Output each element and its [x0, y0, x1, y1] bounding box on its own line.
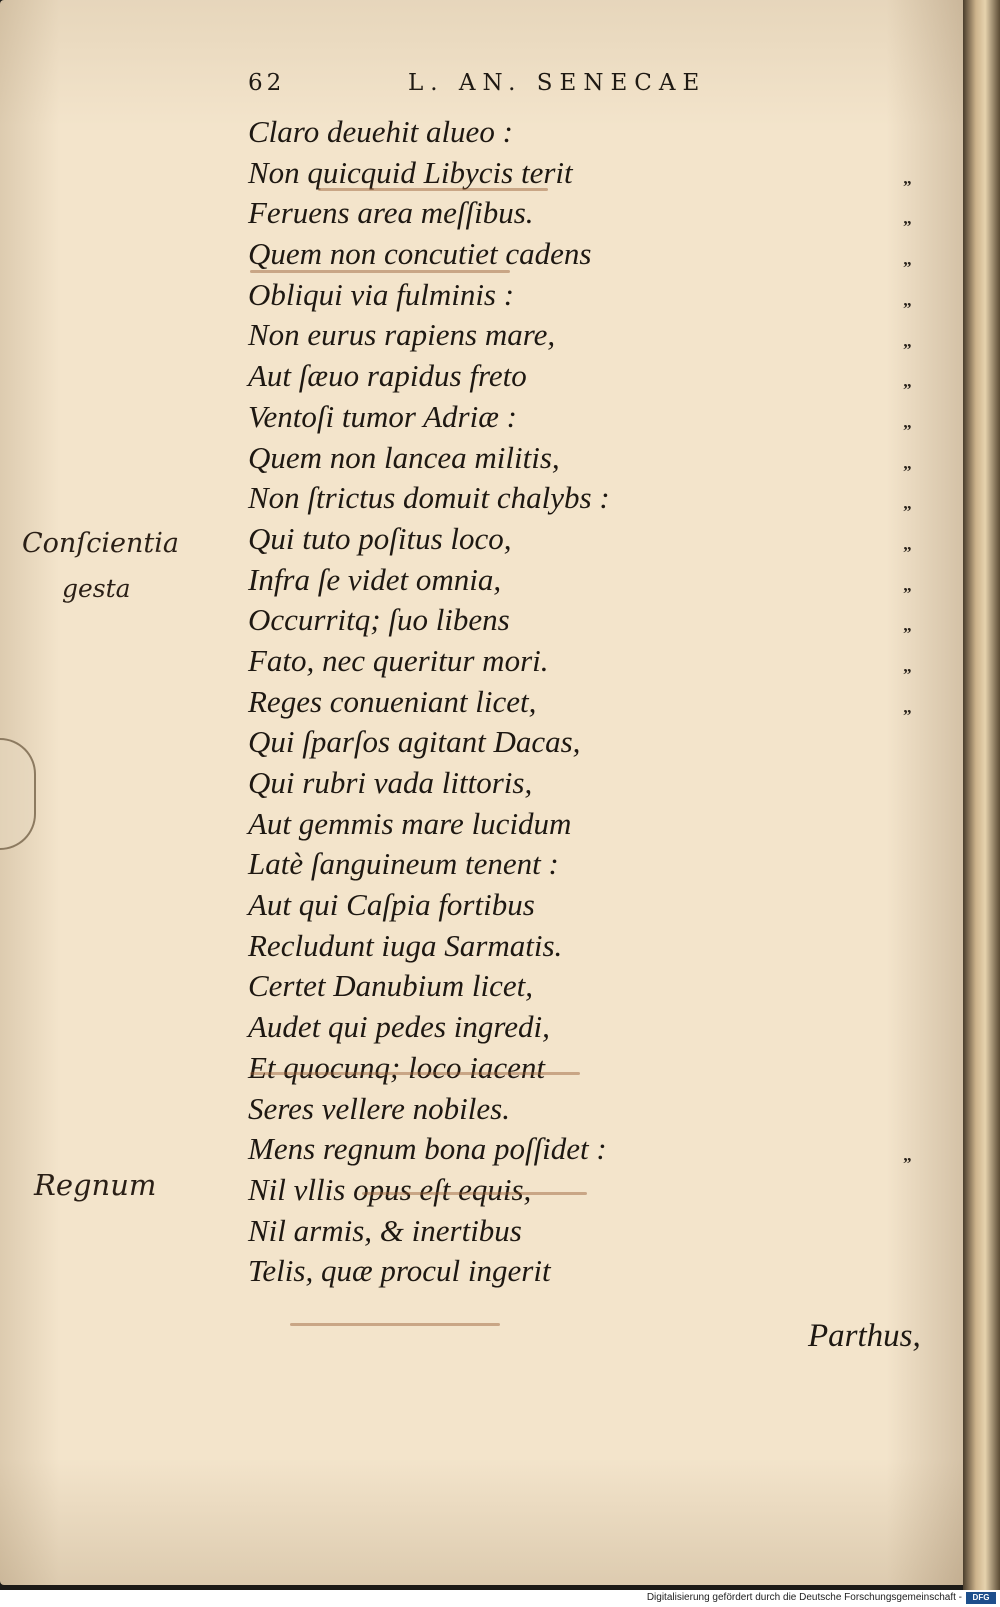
- verse-line: Audet qui pedes ingredi,: [248, 1009, 550, 1045]
- quote-mark: ”: [903, 543, 912, 562]
- verse-line: Quem non lancea militis,: [248, 439, 560, 475]
- margin-note-conscientia: Conſcientia: [22, 528, 180, 559]
- verse-line: Et quocunq; loco iacent: [248, 1049, 545, 1085]
- quote-mark: ”: [903, 1153, 912, 1173]
- verse-line: Claro deuehit alueo :: [248, 114, 513, 149]
- verse-line: Non quicquid Libycis terit: [248, 154, 573, 190]
- underline-mark: [250, 1072, 580, 1075]
- quote-mark: ”: [903, 258, 912, 278]
- verse-line: Feruens area meſſibus.: [248, 195, 534, 231]
- quote-mark: ”: [903, 217, 912, 237]
- underline-mark: [362, 1192, 587, 1195]
- footer-bar: [0, 1590, 1000, 1607]
- catchword: Parthus,: [808, 1318, 921, 1354]
- verse-line: Quem non concutiet cadens: [248, 236, 592, 272]
- quote-mark: ”: [903, 176, 912, 196]
- quote-mark: ”: [903, 420, 912, 440]
- verse-line: Telis, quæ procul ingerit: [248, 1253, 551, 1289]
- underline-mark: [290, 1323, 500, 1326]
- quote-mark: ”: [903, 339, 912, 359]
- verse-line: Qui rubri vada littoris,: [248, 765, 533, 800]
- verse-line: Qui tuto poſitus loco,: [248, 520, 512, 556]
- verse-line: Nil armis, & inertibus: [248, 1212, 522, 1248]
- verse-line: Certet Danubium licet,: [248, 968, 533, 1004]
- verse-line: Aut gemmis mare lucidum: [248, 805, 572, 841]
- verse-line: Nil vllis opus eſt equis,: [248, 1171, 532, 1207]
- verse-line: Non ſtrictus domuit chalybs :: [248, 480, 610, 516]
- underline-mark: [318, 188, 548, 191]
- running-title: L. AN. SENECAE: [408, 70, 707, 96]
- book-gutter: [963, 0, 1000, 1590]
- verse-line: Qui ſparſos agitant Dacas,: [248, 724, 581, 760]
- quote-mark: ”: [903, 298, 912, 318]
- quote-mark: ”: [903, 624, 912, 644]
- quote-mark: ”: [903, 665, 912, 685]
- verse-line: Infra ſe videt omnia,: [248, 561, 502, 597]
- verse-text: [248, 112, 888, 1292]
- verse-line: Obliqui via fulminis :: [248, 276, 515, 312]
- running-header: [248, 70, 808, 110]
- verse-line: Non eurus rapiens mare,: [248, 317, 556, 353]
- quote-mark: ”: [903, 705, 912, 725]
- footer-credit: Digitalisierung gefördert durch die Deutsche Forschungsgemeinschaft -: [646, 1592, 962, 1603]
- quote-mark: ”: [903, 502, 912, 522]
- quote-mark: ”: [903, 461, 912, 481]
- verse-line: Reges conueniant licet,: [248, 683, 537, 719]
- verse-line: Recludunt iuga Sarmatis.: [248, 927, 563, 963]
- verse-line: Ventoſi tumor Adriæ :: [248, 398, 517, 434]
- underline-mark: [250, 270, 510, 273]
- dfg-logo: DFG: [966, 1592, 996, 1604]
- verse-line: Seres vellere nobiles.: [248, 1090, 510, 1126]
- verse-line: Occurritq; ſuo libens: [248, 602, 510, 638]
- verse-line: Aut qui Caſpia fortibus: [248, 887, 535, 923]
- verse-line: Latè ſanguineum tenent :: [248, 846, 559, 882]
- margin-note-regnum: Regnum: [34, 1168, 157, 1202]
- verse-line: Aut ſæuo rapidus freto: [248, 358, 527, 394]
- verse-line: Fato, nec queritur mori.: [248, 642, 549, 678]
- quote-mark: ”: [903, 583, 912, 603]
- verse-line: Mens regnum bona poſſidet :: [248, 1131, 607, 1167]
- page-number: 62: [248, 70, 286, 96]
- quote-mark: ”: [903, 380, 912, 400]
- margin-note-gesta: gesta: [62, 574, 131, 603]
